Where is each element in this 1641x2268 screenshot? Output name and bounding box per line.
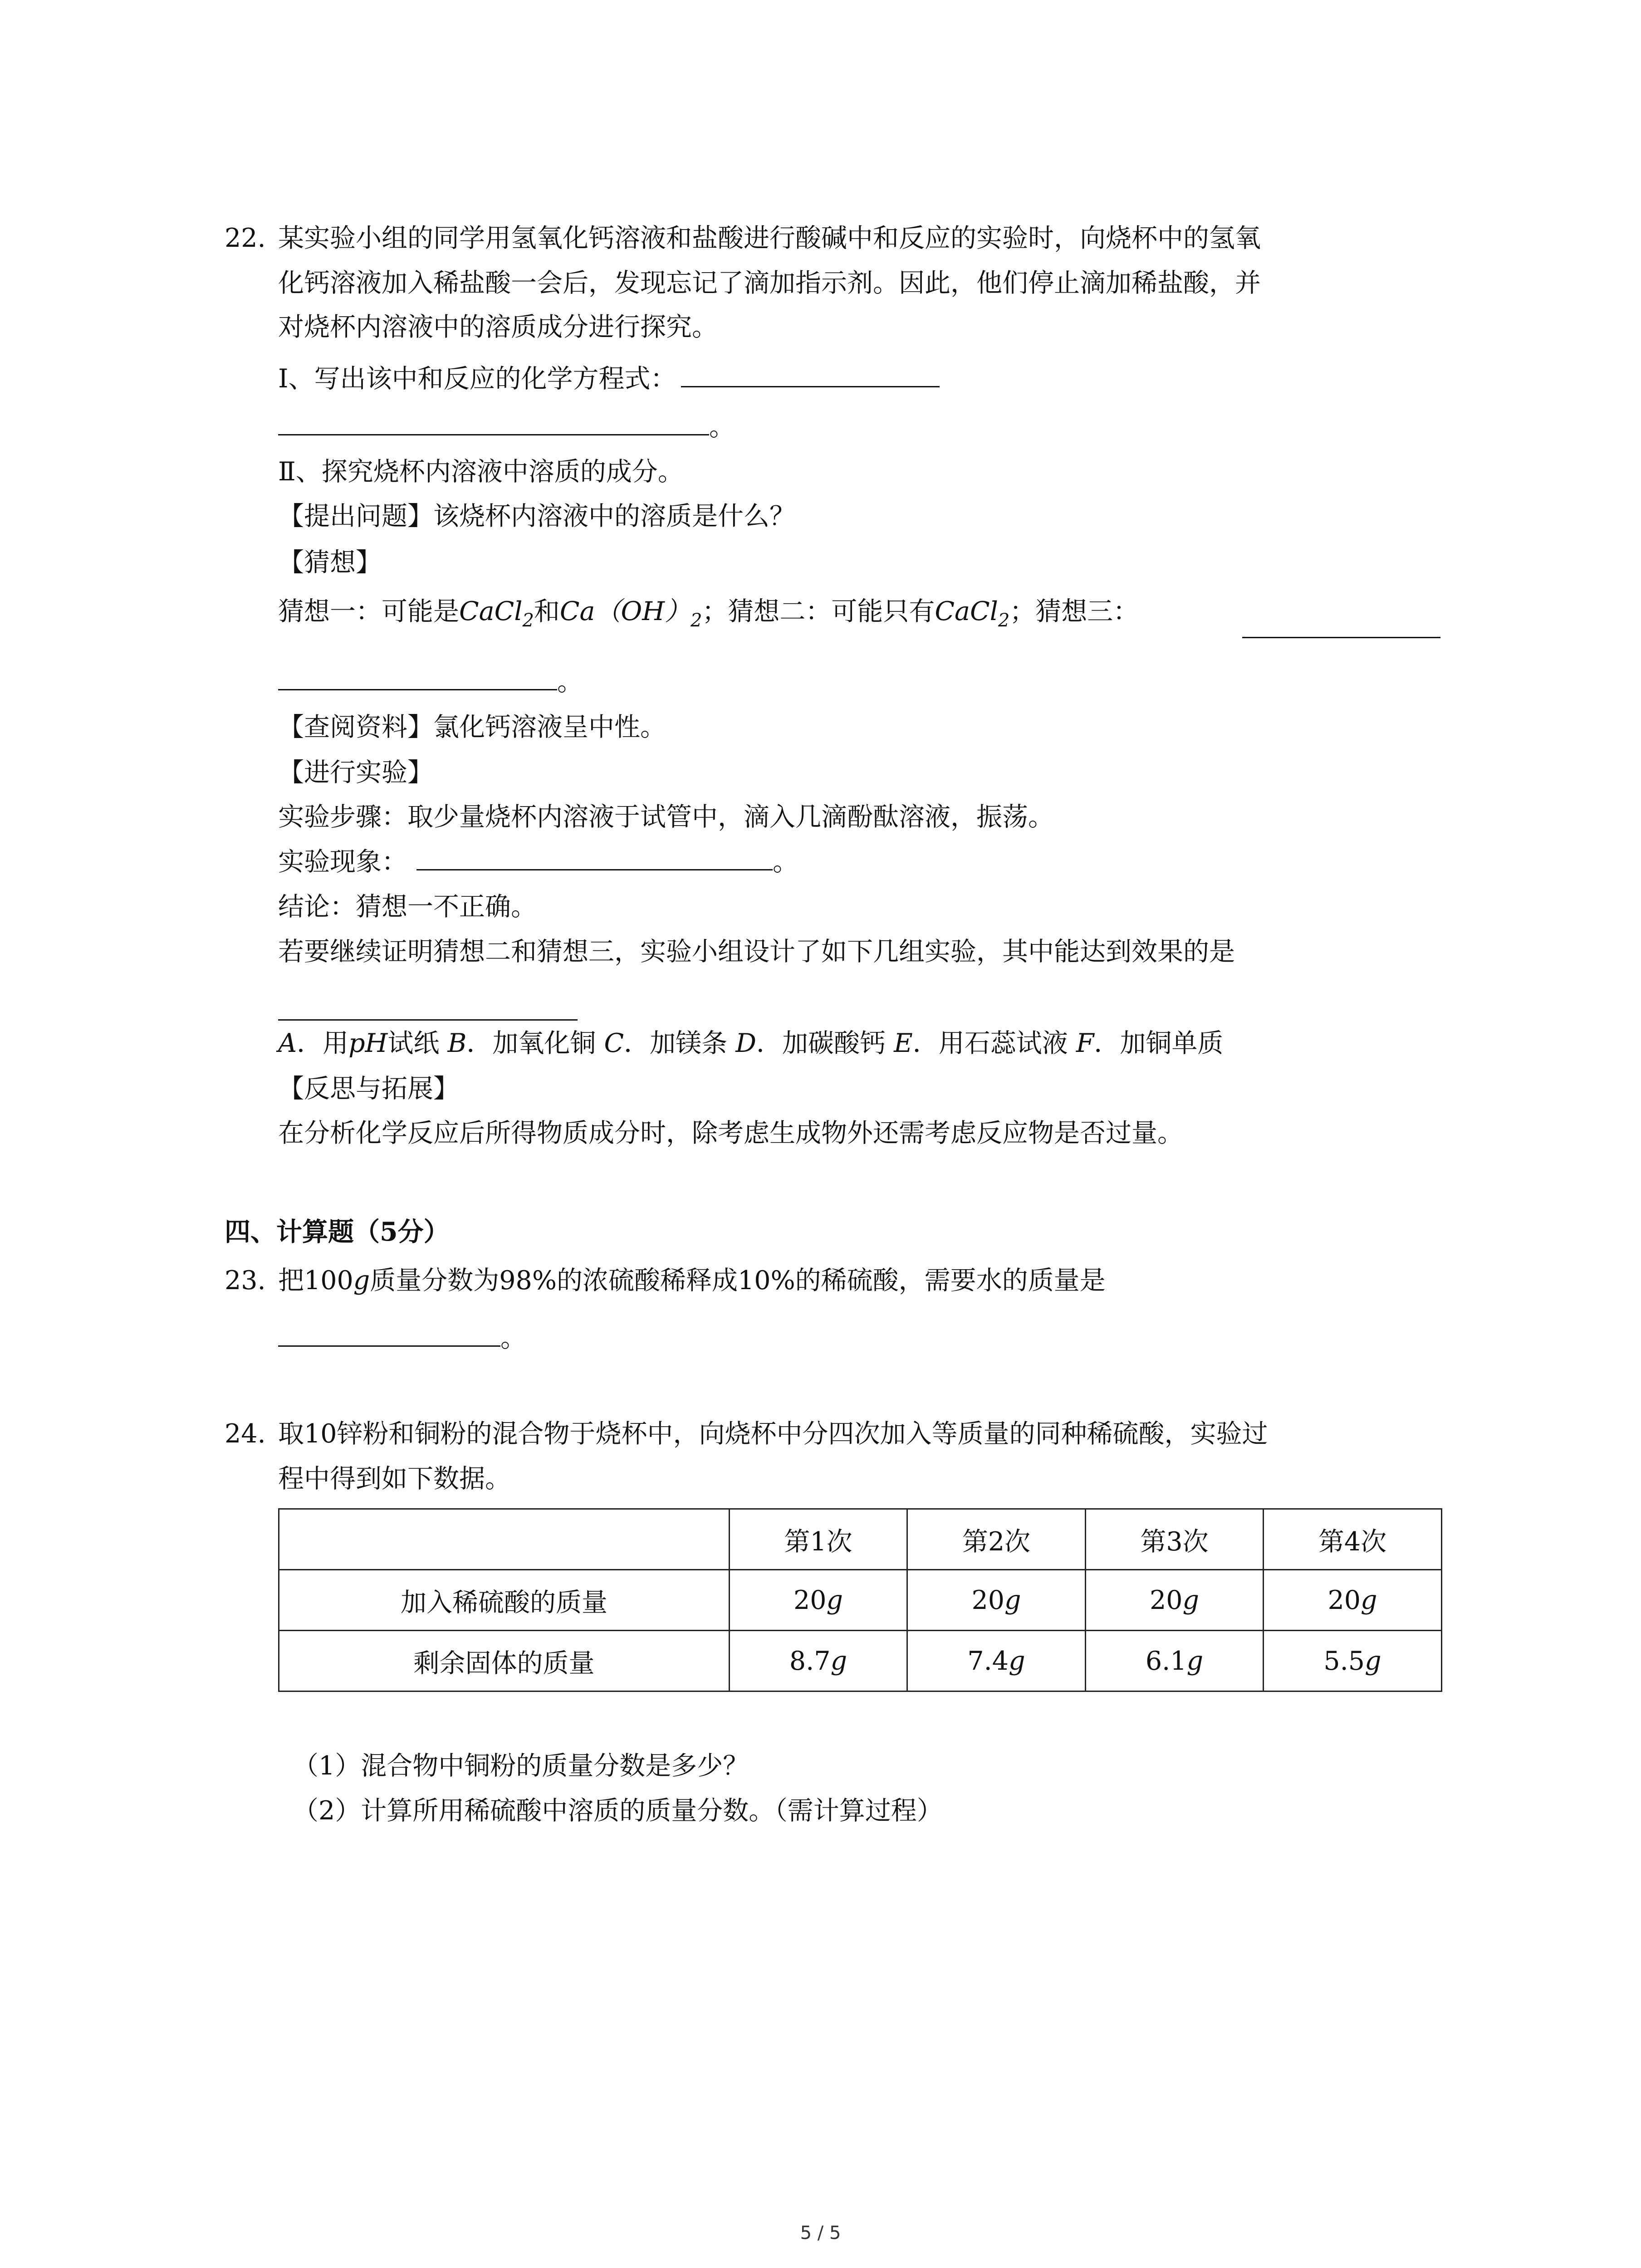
option-e-label: E: [894, 1028, 913, 1058]
q22-reflection-heading: 【反思与拓展】: [278, 1074, 459, 1104]
option-b-text: ．加氧化铜: [466, 1028, 596, 1058]
formula-cacl2: [459, 596, 534, 631]
table-row: [279, 1570, 1442, 1631]
phenomenon-label: 实验现象：: [278, 847, 407, 877]
option-f-label: F: [1076, 1028, 1094, 1058]
guess-and: 和: [534, 596, 560, 626]
answer-blank-options[interactable]: [278, 1016, 578, 1021]
guess-text-3: ；猜想三：: [1009, 596, 1139, 626]
table-row: [279, 1631, 1442, 1691]
q22-guess-heading: 【猜想】: [278, 547, 382, 577]
option-f-text: ．加铜单质: [1094, 1028, 1224, 1058]
cell-value: 20: [1327, 1585, 1361, 1615]
formula-caoh2: [559, 596, 702, 631]
q22-number: 22.: [225, 223, 266, 253]
q22-period-3: 。: [773, 847, 798, 877]
cell-unit: g: [1186, 1646, 1204, 1676]
q22-experiment-step: 实验步骤：取少量烧杯内溶液于试管中，滴入几滴酚酞溶液，振荡。: [278, 802, 1054, 832]
option-b-label: B: [447, 1028, 467, 1058]
q22-options-line: [278, 1028, 1224, 1058]
option-a-text: ．用: [297, 1028, 349, 1058]
guess-text-2: ；猜想二：可能只有: [702, 596, 935, 626]
cell-value: 20: [971, 1585, 1005, 1615]
table-header-cell: 第2次: [907, 1509, 1086, 1570]
q22-stem-line-3: 对烧杯内溶液中的溶质成分进行探究。: [278, 312, 718, 342]
cell-value: 5.5: [1323, 1646, 1365, 1676]
formula-cacl-text: CaCl: [459, 596, 523, 626]
option-a-tail: 试纸: [387, 1028, 440, 1058]
q24-sub-1: （1）混合物中铜粉的质量分数是多少？: [293, 1751, 749, 1781]
q22-part1-label: Ⅰ、写出该中和反应的化学方程式：: [278, 364, 676, 394]
q24-line-1: 取10锌粉和铜粉的混合物于烧杯中，向烧杯中分四次加入等质量的同种稀硫酸，实验过: [278, 1419, 1268, 1449]
table-cell: [907, 1570, 1086, 1631]
formula-cacl-text-b: CaCl: [935, 596, 998, 626]
q22-reflection-text: 在分析化学反应后所得物质成分时，除考虑生成物外还需考虑反应物是否过量。: [278, 1118, 1183, 1148]
q22-stem-line-1: 某实验小组的同学用氢氧化钙溶液和盐酸进行酸碱中和反应的实验时，向烧杯中的氢氧: [278, 223, 1261, 253]
formula-caoh-text: Ca（OH）: [559, 596, 691, 626]
table-header-cell: 第3次: [1086, 1509, 1264, 1570]
table-cell: [1086, 1631, 1264, 1691]
subscript-2: 2: [690, 610, 702, 631]
q23-unit-g: g: [353, 1266, 370, 1295]
cell-unit: g: [1365, 1646, 1381, 1676]
cell-value: 8.7: [789, 1646, 831, 1676]
q23-period: 。: [500, 1323, 526, 1353]
q22-part1-continuation: [278, 414, 735, 440]
q24-sub-2: （2）计算所用稀硫酸中溶质的质量分数。（需计算过程）: [293, 1796, 943, 1826]
q22-conclusion: 结论：猜想一不正确。: [278, 892, 537, 922]
q22-part1-line: [278, 366, 940, 392]
q23-answer-line: [278, 1325, 526, 1351]
q22-reference: 【查阅资料】氯化钙溶液呈中性。: [278, 712, 666, 742]
cell-unit: g: [830, 1646, 847, 1676]
q24-number: 24.: [225, 1419, 266, 1449]
q23-text: [278, 1268, 1106, 1294]
subscript-2: 2: [998, 610, 1010, 631]
q24-line-2: 程中得到如下数据。: [278, 1464, 511, 1494]
option-c-text: ．加镁条: [624, 1028, 728, 1058]
subscript-2: 2: [522, 610, 534, 631]
formula-cacl2-b: [935, 596, 1010, 631]
q22-further-question: 若要继续证明猜想二和猜想三，实验小组设计了如下几组实验，其中能达到效果的是: [278, 937, 1235, 967]
table-cell: [730, 1631, 907, 1691]
q23-text-b: 质量分数为98%的浓硫酸稀释成10%的稀硫酸，需要水的质量是: [370, 1266, 1106, 1295]
q22-phenomenon-line: [278, 849, 798, 875]
table-cell: [730, 1570, 907, 1631]
cell-value: 20: [793, 1585, 827, 1615]
q22-question-heading: 【提出问题】该烧杯内溶液中的溶质是什么？: [278, 501, 795, 531]
cell-unit: g: [1004, 1585, 1021, 1615]
q22-period-2: 。: [557, 667, 583, 697]
q22-stem-line-2: 化钙溶液加入稀盐酸一会后，发现忘记了滴加指示剂。因此，他们停止滴加稀盐酸，并: [278, 268, 1261, 298]
table-cell: [1264, 1631, 1442, 1691]
page-number: 5 / 5: [800, 2223, 841, 2244]
q23-number: 23.: [225, 1266, 266, 1295]
table-cell: [1086, 1570, 1264, 1631]
section-title: 四、计算题（5分）: [225, 1217, 450, 1247]
table-header-row: [279, 1509, 1442, 1570]
q22-guess-line: [278, 596, 1139, 631]
q22-part2-label: Ⅱ、探究烧杯内溶液中溶质的成分。: [278, 457, 684, 487]
table-header-cell: [279, 1509, 730, 1570]
q22-experiment-heading: 【进行实验】: [278, 758, 433, 787]
option-e-text: ．用石蕊试液: [912, 1028, 1068, 1058]
option-d-label: D: [735, 1028, 756, 1058]
cell-value: 7.4: [967, 1646, 1009, 1676]
answer-blank-guess3-b[interactable]: [278, 685, 557, 690]
table-cell: [1264, 1570, 1442, 1631]
q22-period: 。: [709, 412, 735, 442]
table-header-cell: 第1次: [730, 1509, 907, 1570]
table-cell: [907, 1631, 1086, 1691]
answer-blank-phenomenon[interactable]: [416, 865, 773, 870]
option-a-ph: pH: [348, 1028, 388, 1058]
q23-text-a: 把100: [278, 1266, 353, 1295]
cell-unit: g: [1361, 1585, 1377, 1615]
table-row-label: 加入稀硫酸的质量: [279, 1570, 730, 1631]
guess-text-1: 猜想一：可能是: [278, 596, 459, 626]
option-a-label: A: [278, 1028, 297, 1058]
data-table: [278, 1508, 1442, 1692]
table-header-cell: 第4次: [1264, 1509, 1442, 1570]
cell-value: 20: [1149, 1585, 1183, 1615]
option-d-text: ．加碳酸钙: [756, 1028, 886, 1058]
answer-blank-equation-2[interactable]: [278, 430, 709, 435]
cell-unit: g: [1009, 1646, 1025, 1676]
q22-guess3-continuation: [278, 669, 583, 695]
table-row-label: 剩余固体的质量: [279, 1631, 730, 1691]
cell-unit: g: [826, 1585, 843, 1615]
option-c-label: C: [604, 1028, 624, 1058]
cell-unit: g: [1182, 1585, 1200, 1615]
answer-blank-equation-1[interactable]: [681, 382, 940, 387]
answer-blank-water-mass[interactable]: [278, 1342, 500, 1347]
answer-blank-guess3-a[interactable]: [1242, 633, 1440, 638]
cell-value: 6.1: [1145, 1646, 1187, 1676]
